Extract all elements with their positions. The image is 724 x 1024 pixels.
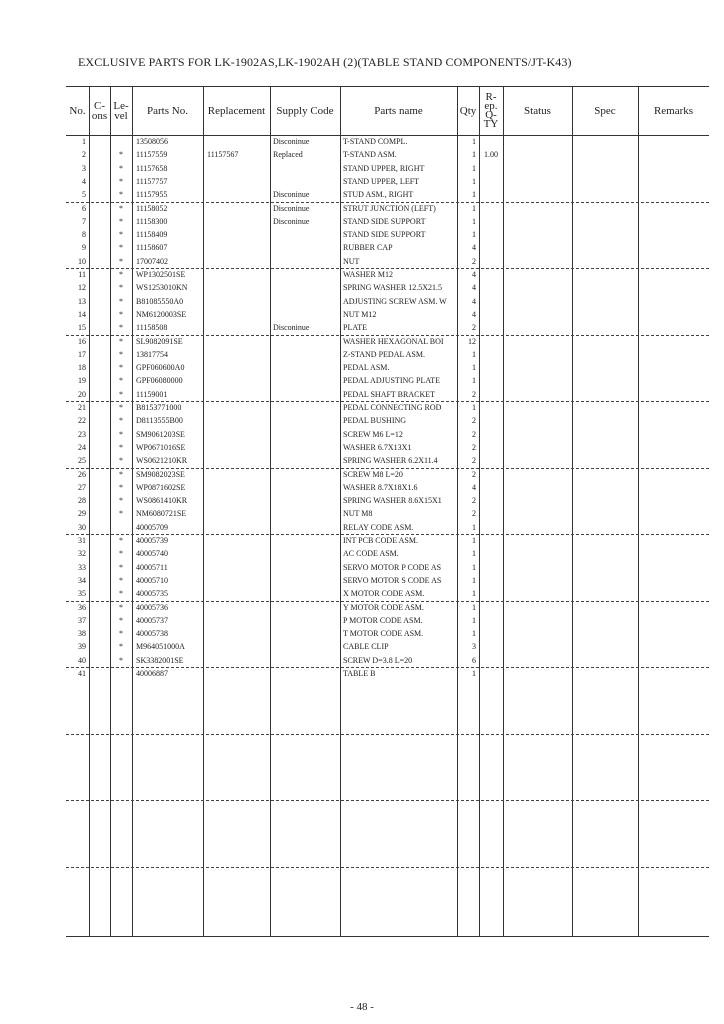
part-number: 11158409 [136,230,168,240]
quantity: 1 [472,669,476,678]
part-number: 40005738 [136,629,168,639]
part-name: PEDAL ADJUSTING PLATE [343,376,441,386]
quantity: 1 [472,176,476,186]
part-name: SPRING WASHER 6.2X11.4 [343,456,438,466]
row-group-separator [66,468,709,469]
part-number: 17007402 [136,256,168,266]
level-marker: * [119,429,123,439]
quantity: 2 [472,256,476,266]
quantity: 3 [472,642,476,652]
row-number: 38 [78,629,86,639]
row-number: 2 [82,150,86,160]
quantity: 2 [472,456,476,466]
level-marker: * [119,176,123,186]
part-name: WASHER M12 [343,270,394,279]
quantity: 2 [472,323,476,333]
quantity: 1 [472,589,476,599]
part-name: SERVO MOTOR P CODE AS [343,562,442,572]
part-number: WS0621210KR [136,456,188,466]
part-number: NM6080721SE [136,509,187,519]
level-marker: * [119,469,123,479]
quantity: 1 [472,629,476,639]
row-group-separator [66,268,709,269]
quantity: 2 [472,442,476,452]
quantity: 4 [472,243,476,253]
row-number: 36 [78,602,86,612]
part-name: RUBBER CAP [343,243,393,253]
part-number: 11158300 [136,216,168,226]
row-group-separator [66,800,709,801]
header-parts-no: Parts No. [147,104,188,117]
row-group-separator [66,202,709,203]
col-divider [638,86,639,937]
part-number: 40005740 [136,549,168,559]
header-parts-name: Parts name [374,104,423,117]
quantity: 2 [472,496,476,506]
row-number: 26 [78,469,86,479]
level-marker: * [119,349,123,359]
row-group-separator [66,335,709,336]
row-group-separator [66,734,709,735]
part-number: WS1253010KN [136,283,188,293]
page-title: EXCLUSIVE PARTS FOR LK-1902AS,LK-1902AH (2)(TABLE STAND COMPONENTS/JT-K43) [78,55,572,69]
part-name: Y MOTOR CODE ASM. [343,602,424,612]
level-marker: * [119,336,123,346]
part-name: NUT M12 [343,309,377,319]
part-name: NUT M8 [343,509,373,519]
col-divider [203,86,204,937]
level-marker: * [119,230,123,240]
level-marker: * [119,150,123,160]
level-marker: * [119,283,123,293]
part-number: 11157955 [136,190,168,200]
part-number: 11158607 [136,243,168,253]
level-marker: * [119,536,123,545]
quantity: 2 [472,389,476,399]
level-marker: * [119,389,123,399]
level-marker: * [119,270,123,279]
row-number: 37 [78,615,86,625]
part-name: Z-STAND PEDAL ASM. [343,349,425,359]
row-number: 7 [82,216,86,226]
quantity: 1 [472,349,476,359]
row-number: 3 [82,163,86,173]
part-number: WP0871602SE [136,482,186,492]
level-marker: * [119,376,123,386]
part-name: X MOTOR CODE ASM. [343,589,425,599]
part-name: SERVO MOTOR S CODE AS [343,575,442,585]
part-name: STRUT JUNCTION (LEFT) [343,203,436,213]
level-marker: * [119,602,123,612]
row-number: 31 [78,536,86,545]
part-number: GPF060600A0 [136,363,185,373]
part-name: STAND SIDE SUPPORT [343,216,426,226]
part-number: B8153771000 [136,403,182,412]
row-number: 1 [82,137,86,146]
col-divider [270,86,271,937]
row-number: 14 [78,309,86,319]
row-number: 41 [78,669,86,678]
row-group-separator [66,401,709,402]
header-supply-code: Supply Code [276,104,334,117]
supply-code: Disconinue [273,190,310,200]
level-marker: * [119,203,123,213]
part-name: STUD ASM., RIGHT [343,190,414,200]
quantity: 4 [472,296,476,306]
part-name: NUT [343,256,360,266]
part-number: 40005709 [136,522,168,532]
part-number: 40005737 [136,615,168,625]
part-number: 40005710 [136,575,168,585]
part-name: SCREW M8 L=20 [343,469,403,479]
col-divider [340,86,341,937]
part-name: RELAY CODE ASM. [343,522,414,532]
quantity: 2 [472,509,476,519]
part-number: 13508056 [136,137,168,146]
row-number: 16 [78,336,86,346]
level-marker: * [119,456,123,466]
col-divider [132,86,133,937]
row-group-separator [66,667,709,668]
header-cons: C- ons [91,99,108,122]
row-number: 25 [78,456,86,466]
part-name: STAND UPPER, RIGHT [343,163,425,173]
level-marker: * [119,442,123,452]
part-number: 40005739 [136,536,168,545]
level-marker: * [119,416,123,426]
page-number: - 48 - [350,1001,374,1013]
part-name: STAND UPPER, LEFT [343,176,420,186]
supply-code: Disconinue [273,323,310,333]
part-name: T-STAND ASM. [343,150,397,160]
quantity: 4 [472,309,476,319]
part-number: WS0861410KR [136,496,188,506]
part-name: TABLE B [343,669,376,678]
part-number: SM9082023SE [136,469,185,479]
level-marker: * [119,549,123,559]
part-number: WP1302501SE [136,270,186,279]
part-number: 40006887 [136,669,168,678]
row-number: 4 [82,176,86,186]
header-rep-qty: R- ep. Q- TY [483,90,499,130]
part-number: 11157757 [136,176,168,186]
part-name: PEDAL BUSHING [343,416,407,426]
level-marker: * [119,243,123,253]
quantity: 1 [472,575,476,585]
level-marker: * [119,363,123,373]
level-marker: * [119,509,123,519]
table-bottom-border [66,936,709,937]
part-number: 11158508 [136,323,168,333]
col-divider [479,86,480,937]
quantity: 1 [472,230,476,240]
quantity: 6 [472,655,476,665]
quantity: 1 [472,163,476,173]
row-number: 34 [78,575,86,585]
row-number: 19 [78,376,86,386]
part-number: 40005735 [136,589,168,599]
level-marker: * [119,562,123,572]
quantity: 1 [472,602,476,612]
header-spec: Spec [594,104,616,117]
level-marker: * [119,403,123,412]
part-name: WASHER HEXAGONAL BOI [343,336,444,346]
row-number: 9 [82,243,86,253]
row-group-separator [66,867,709,868]
header-qty: Qty [459,104,477,117]
quantity: 2 [472,429,476,439]
level-marker: * [119,482,123,492]
part-name: ADJUSTING SCREW ASM. W [343,296,447,306]
level-marker: * [119,163,123,173]
level-marker: * [119,589,123,599]
header-no: No. [69,104,86,117]
part-name: SCREW M6 L=12 [343,429,403,439]
part-number: SM9061203SE [136,429,185,439]
part-name: P MOTOR CODE ASM. [343,615,423,625]
quantity: 2 [472,469,476,479]
part-name: PEDAL ASM. [343,363,390,373]
part-name: PEDAL SHAFT BRACKET [343,389,436,399]
part-number: 40005736 [136,602,168,612]
level-marker: * [119,216,123,226]
parts-table [66,86,709,937]
part-name: PLATE [343,323,367,333]
header-replacement: Replacement [207,104,266,117]
row-number: 6 [82,203,86,213]
col-divider [572,86,573,937]
quantity: 1 [472,137,476,146]
part-name: T MOTOR CODE ASM. [343,629,424,639]
rep-qty: 1.00 [484,150,498,160]
part-number: GPF06080000 [136,376,183,386]
quantity: 1 [472,536,476,545]
part-name: INT PCB CODE ASM. [343,536,418,545]
level-marker: * [119,655,123,665]
row-number: 17 [78,349,86,359]
row-number: 30 [78,522,86,532]
part-number: B81085550A0 [136,296,184,306]
quantity: 1 [472,216,476,226]
header-level: Le- vel [113,99,129,122]
header-status: Status [524,104,551,117]
row-number: 22 [78,416,86,426]
part-name: T-STAND COMPL. [343,137,408,146]
row-number: 13 [78,296,86,306]
part-number: 11159001 [136,389,168,399]
row-group-separator [66,601,709,602]
level-marker: * [119,323,123,333]
quantity: 1 [472,150,476,160]
part-name: SCREW D=3.8 L=20 [343,655,413,665]
part-number: NM6120003SE [136,309,187,319]
row-number: 28 [78,496,86,506]
row-number: 23 [78,429,86,439]
header-remarks: Remarks [653,104,694,117]
row-number: 35 [78,589,86,599]
part-name: STAND SIDE SUPPORT [343,230,426,240]
level-marker: * [119,615,123,625]
quantity: 1 [472,403,476,412]
row-number: 40 [78,655,86,665]
row-number: 39 [78,642,86,652]
row-number: 11 [78,270,86,279]
part-number: D8113555B00 [136,416,183,426]
level-marker: * [119,642,123,652]
part-name: PEDAL CONNECTING ROD [343,403,442,412]
row-number: 10 [78,256,86,266]
quantity: 4 [472,482,476,492]
part-name: AC CODE ASM. [343,549,399,559]
part-name: SPRING WASHER 12.5X21.5 [343,283,442,293]
supply-code: Disconinue [273,216,310,226]
level-marker: * [119,309,123,319]
row-number: 5 [82,190,86,200]
quantity: 1 [472,203,476,213]
quantity: 4 [472,283,476,293]
row-number: 18 [78,363,86,373]
part-number: SK3382001SE [136,655,184,665]
part-number: SL9082091SE [136,336,183,346]
col-divider [89,86,90,937]
part-number: 11157658 [136,163,168,173]
level-marker: * [119,629,123,639]
row-number: 33 [78,562,86,572]
row-number: 15 [78,323,86,333]
level-marker: * [119,575,123,585]
quantity: 1 [472,615,476,625]
row-number: 8 [82,230,86,240]
part-name: WASHER 6.7X13X1 [343,442,412,452]
quantity: 12 [468,336,476,346]
part-number: WP0671016SE [136,442,186,452]
row-number: 32 [78,549,86,559]
row-number: 29 [78,509,86,519]
quantity: 2 [472,416,476,426]
replacement-part: 11157567 [207,150,239,160]
row-number: 24 [78,442,86,452]
row-number: 20 [78,389,86,399]
row-number: 21 [78,403,86,412]
part-number: 13817754 [136,349,168,359]
part-name: SPRING WASHER 8.6X15X1 [343,496,442,506]
supply-code: Disconinue [273,203,310,213]
part-number: 11158052 [136,203,168,213]
col-divider [503,86,504,937]
part-number: M964051000A [136,642,185,652]
quantity: 1 [472,562,476,572]
part-name: WASHER 8.7X18X1.6 [343,482,418,492]
quantity: 1 [472,376,476,386]
level-marker: * [119,496,123,506]
quantity: 1 [472,363,476,373]
quantity: 1 [472,190,476,200]
row-number: 27 [78,482,86,492]
level-marker: * [119,190,123,200]
supply-code: Replaced [273,150,303,160]
part-name: CABLE CLIP [343,642,389,652]
quantity: 1 [472,522,476,532]
quantity: 4 [472,270,476,279]
supply-code: Disconinue [273,137,310,146]
quantity: 1 [472,549,476,559]
row-number: 12 [78,283,86,293]
row-group-separator [66,534,709,535]
part-number: 40005711 [136,562,168,572]
level-marker: * [119,296,123,306]
level-marker: * [119,256,123,266]
part-number: 11157559 [136,150,168,160]
